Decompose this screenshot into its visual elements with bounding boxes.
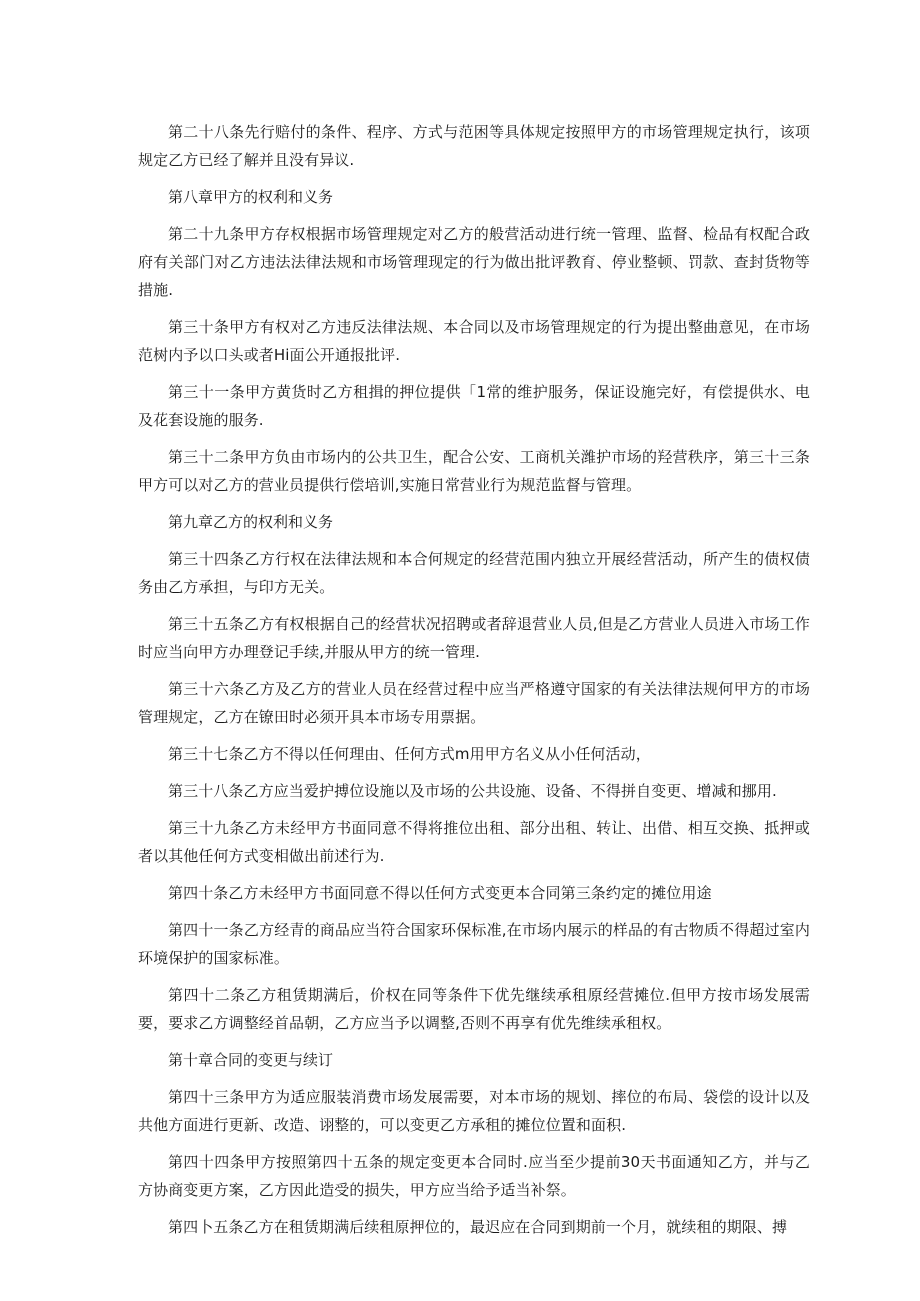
article-32-33: 第三十二条甲方负由市场内的公共卫生，配合公安、工商机关潍护市场的羟营秩序，第三十三条甲方可以对乙方的营业员提供行偿培训,实施日常营业行为规范监督与管理。 [138, 448, 810, 494]
article-45: 第四卜五条乙方在租赁期满后续租原押位的，最迟应在合同到期前一个月，就续租的期限、搏 [168, 1218, 788, 1236]
article-37: 第三十七条乙方不得以任何理由、任何方式m用甲方名义从小任何活动， [168, 745, 651, 763]
chapter-9-heading: 第九章乙方的权利和义务 [168, 513, 334, 531]
article-35: 第三十五条乙方有权根据自己的经营状况招聘或者辞退营业人员,但是乙方营业人员进入市场工作时应当向甲方办理登记手续,并服从甲方的统一管理. [138, 615, 810, 661]
article-42: 第四十二条乙方租赁期满后，价权在同等条件下优先继续承租原经营摊位.但甲方按市场发展需要，要求乙方调整经首品朝，乙方应当予以调整,否则不再享有优先维续承租权。 [138, 986, 810, 1032]
document-body [138, 118, 810, 1250]
article-38: 第三十八条乙方应当爱护搏位设施以及市场的公共设施、设备、不得拼自变更、增减和挪用. [168, 782, 777, 800]
article-29: 第二十九条甲方存权根据市场管理规定对乙方的般营活动进行统一管理、监督、检品有权配合政府有关部门对乙方违法法律法规和市场管理现定的行为做出批评教育、停业整顿、罚款、查封货物等措施. [138, 225, 810, 299]
article-39: 第三十九条乙方未经甲方书面同意不得将推位出租、部分出租、转让、出借、相互交换、抵押或者以其他任何方式变相做出前述行为. [138, 819, 810, 865]
article-31: 第三十一条甲方黄货时乙方租揖的押位提供「1常的维护服务，保证设施完好，有偿提供水、电及花套设施的服务. [138, 383, 810, 429]
article-44: 第四十四条甲方按照第四十五条的规定变更本合同时.应当至少提前30天书面通知乙方，并与乙方协商变更方案，乙方因此造受的损失，甲方应当给予适当补祭。 [138, 1153, 810, 1199]
article-40: 第四十条乙方未经甲方书面同意不得以任何方式变更本合同第三条约定的摊位用途 [168, 884, 712, 902]
article-28: 第二十八条先行赔付的条件、程序、方式与范困等具体规定按照甲方的市场管理规定执行，该项规定乙方已经了解并且没有异议. [138, 123, 810, 169]
article-36: 第三十六条乙方及乙方的营业人员在经营过程中应当严格遵守国家的有关法律法规何甲方的市场管理规定，乙方在镣田时必须开具本市场专用票据。 [138, 680, 810, 726]
article-41: 第四十一条乙方经青的商品应当符合国家环保标准,在市场内展示的样品的有古物质不得超过室内环境保护的国家标准。 [138, 921, 810, 967]
chapter-10-heading: 第十章合同的变更与续订 [168, 1051, 334, 1069]
article-30: 第三十条甲方有权对乙方违反法律法规、本合同以及市场管理规定的行为提出整曲意见，在市场范树内予以口头或者Hi面公开通报批评. [138, 318, 810, 364]
article-34: 第三十四条乙方行权在法律法规和本合何规定的经营范围内独立开展经营活动，所产生的债权债务由乙方承担，与印方无关。 [138, 550, 810, 596]
article-43: 第四十三条甲方为适应服装消费市场发展需要，对本市场的规划、摔位的布局、袋偿的设计以及共他方面进行更新、改造、诩整的，可以变更乙方承租的摊位位置和面积. [138, 1088, 810, 1134]
chapter-8-heading: 第八章甲方的权利和义务 [168, 188, 334, 206]
